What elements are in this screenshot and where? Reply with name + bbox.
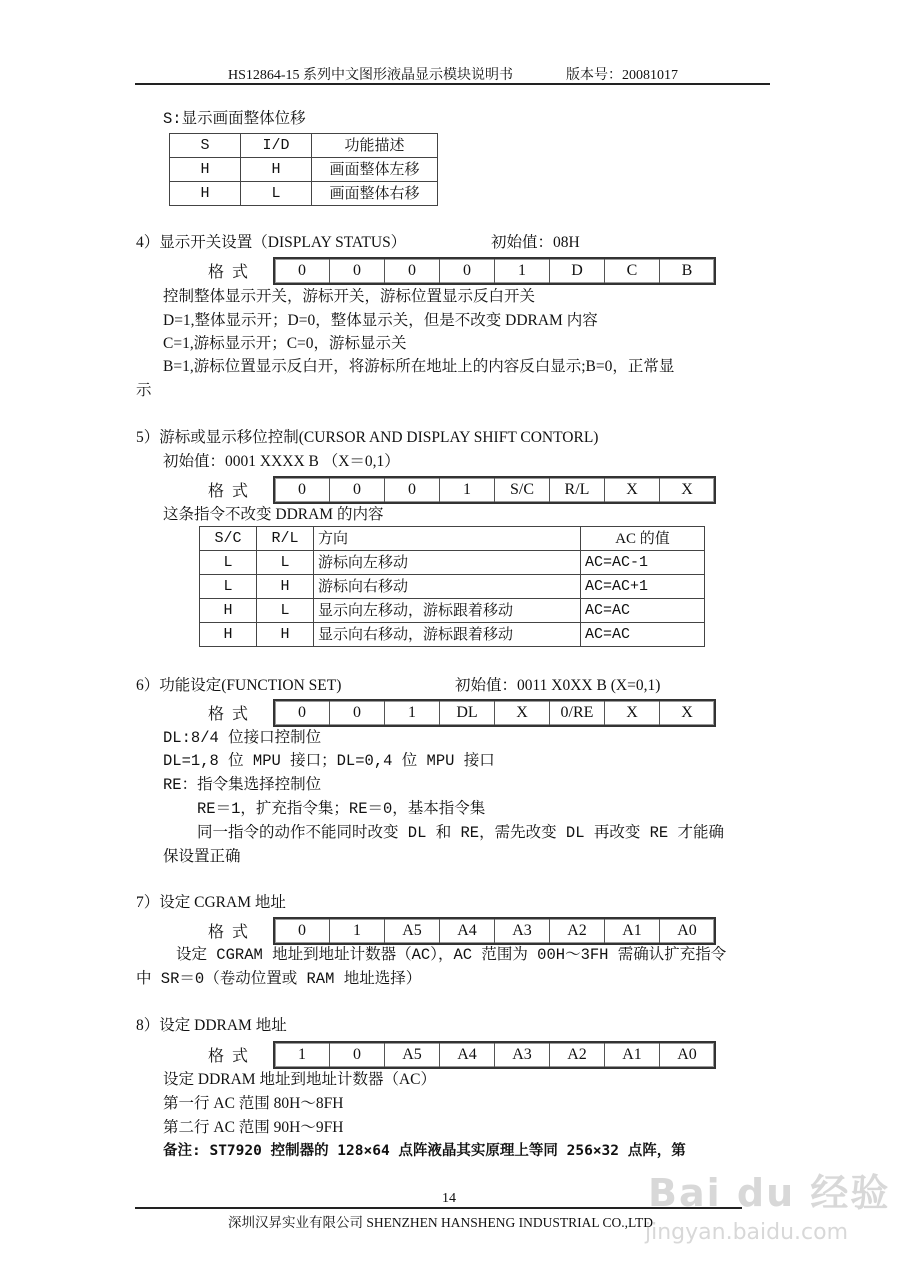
bit-cell: A4 bbox=[440, 1043, 495, 1067]
section4-line: B=1,游标位置显示反白开，将游标所在地址上的内容反白显示;B=0，正常显 bbox=[163, 358, 675, 375]
section7-line: 中 SR＝0（卷动位置或 RAM 地址选择） bbox=[136, 970, 422, 988]
bit-cell: 1 bbox=[440, 478, 495, 502]
section8-title: 8）设定 DDRAM 地址 bbox=[136, 1017, 287, 1034]
table-cell: H bbox=[257, 623, 314, 647]
section4-line: C=1,游标显示开；C=0，游标显示关 bbox=[163, 335, 407, 352]
section7-title: 7）设定 CGRAM 地址 bbox=[136, 894, 286, 911]
bit-cell: S/C bbox=[495, 478, 550, 502]
section5-init: 初始值：0001 XXXX B （X＝0,1） bbox=[163, 453, 400, 470]
section5-title: 5）游标或显示移位控制(CURSOR AND DISPLAY SHIFT CONTORL) bbox=[136, 429, 599, 446]
table-cell: H bbox=[200, 599, 257, 623]
shift-table bbox=[199, 526, 705, 647]
bit-cell: 1 bbox=[330, 919, 385, 943]
header-title: HS12864-15 系列中文图形液晶显示模块说明书 bbox=[228, 68, 514, 83]
bit-cell: C bbox=[605, 259, 660, 283]
section4-format-bits bbox=[273, 257, 716, 285]
bit-cell: B bbox=[681, 262, 693, 279]
bit-cell: 0 bbox=[385, 478, 440, 502]
bit-cell: X bbox=[681, 481, 693, 498]
format-label: 格式 bbox=[208, 483, 257, 500]
table-cell: 游标向左移动 bbox=[314, 551, 581, 575]
table-cell: AC=AC bbox=[581, 599, 705, 623]
section6-line: RE：指令集选择控制位 bbox=[163, 776, 322, 794]
table-cell: AC=AC-1 bbox=[581, 551, 705, 575]
table-header-row bbox=[200, 527, 705, 551]
section6-format-bits bbox=[273, 699, 716, 727]
bit-cell: A5 bbox=[385, 919, 440, 943]
table-header: S/C bbox=[200, 527, 257, 551]
section8-format-bits bbox=[273, 1041, 716, 1069]
section5-format-bits bbox=[273, 476, 716, 504]
section4-line: 示 bbox=[136, 382, 152, 399]
format-label: 格式 bbox=[208, 924, 257, 941]
bit-cell: 0 bbox=[385, 259, 440, 283]
table-header: R/L bbox=[257, 527, 314, 551]
page-number: 14 bbox=[442, 1191, 456, 1206]
bit-cell: D bbox=[550, 259, 605, 283]
table-cell: L bbox=[257, 551, 314, 575]
bit-cell: A3 bbox=[495, 919, 550, 943]
table-cell: 显示向右移动，游标跟着移动 bbox=[314, 623, 581, 647]
section6-line: 保设置正确 bbox=[163, 848, 241, 866]
table-cell: L bbox=[200, 575, 257, 599]
bit-cell: 0 bbox=[275, 919, 330, 943]
bit-cell: 0 bbox=[275, 259, 330, 283]
section7-line: 设定 CGRAM 地址到地址计数器（AC），AC 范围为 00H～3FH 需确认扩充指令 bbox=[176, 946, 727, 964]
s-table bbox=[169, 133, 438, 206]
bit-cell: 0 bbox=[330, 478, 385, 502]
table-header-row bbox=[170, 134, 438, 158]
header-version: 版本号：20081017 bbox=[566, 68, 678, 83]
bit-cell: 0 bbox=[275, 701, 330, 725]
section6-line: 同一指令的动作不能同时改变 DL 和 RE，需先改变 DL 再改变 RE 才能确 bbox=[197, 824, 725, 842]
bit-cell: 0/RE bbox=[550, 701, 605, 725]
format-label: 格式 bbox=[208, 1048, 257, 1065]
table-cell: 游标向右移动 bbox=[314, 575, 581, 599]
section8-remark: 备注: ST7920 控制器的 128×64 点阵液晶其实原理上等同 256×32 点阵，第 bbox=[163, 1143, 686, 1159]
table-cell: 显示向左移动，游标跟着移动 bbox=[314, 599, 581, 623]
bit-cell: A0 bbox=[677, 1046, 697, 1063]
section6-line: DL:8/4 位接口控制位 bbox=[163, 729, 322, 747]
table-row bbox=[170, 158, 438, 182]
table-cell: L bbox=[241, 182, 312, 206]
bit-cell: A0 bbox=[677, 922, 697, 939]
table-header: AC 的值 bbox=[581, 527, 705, 551]
bit-cell: 1 bbox=[275, 1043, 330, 1067]
s-caption: S:显示画面整体位移 bbox=[163, 110, 306, 128]
table-cell: 画面整体右移 bbox=[312, 182, 438, 206]
section6-init: 初始值：0011 X0XX B (X=0,1) bbox=[455, 677, 661, 694]
section8-line: 设定 DDRAM 地址到地址计数器（AC） bbox=[163, 1071, 436, 1088]
section4-line: 控制整体显示开关，游标开关，游标位置显示反白开关 bbox=[163, 288, 536, 305]
baidu-watermark-logo: Bai du 经验 bbox=[648, 1171, 891, 1215]
section4-init: 初始值：08H bbox=[491, 234, 580, 251]
bit-cell: X bbox=[605, 701, 660, 725]
table-cell: H bbox=[170, 158, 241, 182]
table-cell: L bbox=[200, 551, 257, 575]
table-cell: AC=AC bbox=[581, 623, 705, 647]
table-cell: AC=AC+1 bbox=[581, 575, 705, 599]
section4-line: D=1,整体显示开；D=0，整体显示关，但是不改变 DDRAM 内容 bbox=[163, 312, 598, 329]
bit-cell: 1 bbox=[385, 701, 440, 725]
bit-cell: X bbox=[681, 704, 693, 721]
table-row bbox=[200, 575, 705, 599]
header-rule bbox=[135, 83, 770, 85]
table-cell: H bbox=[241, 158, 312, 182]
format-label: 格式 bbox=[208, 264, 257, 281]
table-cell: 画面整体左移 bbox=[312, 158, 438, 182]
bit-cell: A2 bbox=[550, 919, 605, 943]
table-cell: L bbox=[257, 599, 314, 623]
bit-cell: X bbox=[495, 701, 550, 725]
table-header: I/D bbox=[241, 134, 312, 158]
table-row bbox=[200, 599, 705, 623]
table-cell: H bbox=[257, 575, 314, 599]
footer-company: 深圳汉昇实业有限公司 SHENZHEN HANSHENG INDUSTRIAL CO.,LTD bbox=[228, 1215, 653, 1230]
section8-line: 第二行 AC 范围 90H～9FH bbox=[163, 1119, 344, 1136]
format-label: 格式 bbox=[208, 706, 257, 723]
table-header: 方向 bbox=[314, 527, 581, 551]
table-cell: H bbox=[170, 182, 241, 206]
section4-title: 4）显示开关设置（DISPLAY STATUS） bbox=[136, 234, 407, 251]
baidu-watermark-url: jingyan.baidu.com bbox=[645, 1220, 849, 1245]
section5-note: 这条指令不改变 DDRAM 的内容 bbox=[163, 506, 384, 523]
bit-cell: A2 bbox=[550, 1043, 605, 1067]
table-header: 功能描述 bbox=[312, 134, 438, 158]
section6-line: DL=1,8 位 MPU 接口；DL=0,4 位 MPU 接口 bbox=[163, 752, 495, 770]
table-cell: H bbox=[200, 623, 257, 647]
bit-cell: A1 bbox=[605, 919, 660, 943]
section6-title: 6）功能设定(FUNCTION SET) bbox=[136, 677, 342, 694]
bit-cell: A5 bbox=[385, 1043, 440, 1067]
bit-cell: 0 bbox=[275, 478, 330, 502]
table-row bbox=[200, 551, 705, 575]
section7-format-bits bbox=[273, 917, 716, 945]
bit-cell: 0 bbox=[440, 259, 495, 283]
bit-cell: A3 bbox=[495, 1043, 550, 1067]
bit-cell: 0 bbox=[330, 701, 385, 725]
bit-cell: 1 bbox=[495, 259, 550, 283]
bit-cell: 0 bbox=[330, 1043, 385, 1067]
bit-cell: X bbox=[605, 478, 660, 502]
section8-line: 第一行 AC 范围 80H～8FH bbox=[163, 1095, 344, 1112]
bit-cell: A1 bbox=[605, 1043, 660, 1067]
table-row bbox=[200, 623, 705, 647]
table-header: S bbox=[170, 134, 241, 158]
bit-cell: 0 bbox=[330, 259, 385, 283]
bit-cell: A4 bbox=[440, 919, 495, 943]
bit-cell: R/L bbox=[550, 478, 605, 502]
table-row bbox=[170, 182, 438, 206]
section6-line: RE＝1，扩充指令集；RE＝0，基本指令集 bbox=[197, 800, 486, 818]
bit-cell: DL bbox=[440, 701, 495, 725]
